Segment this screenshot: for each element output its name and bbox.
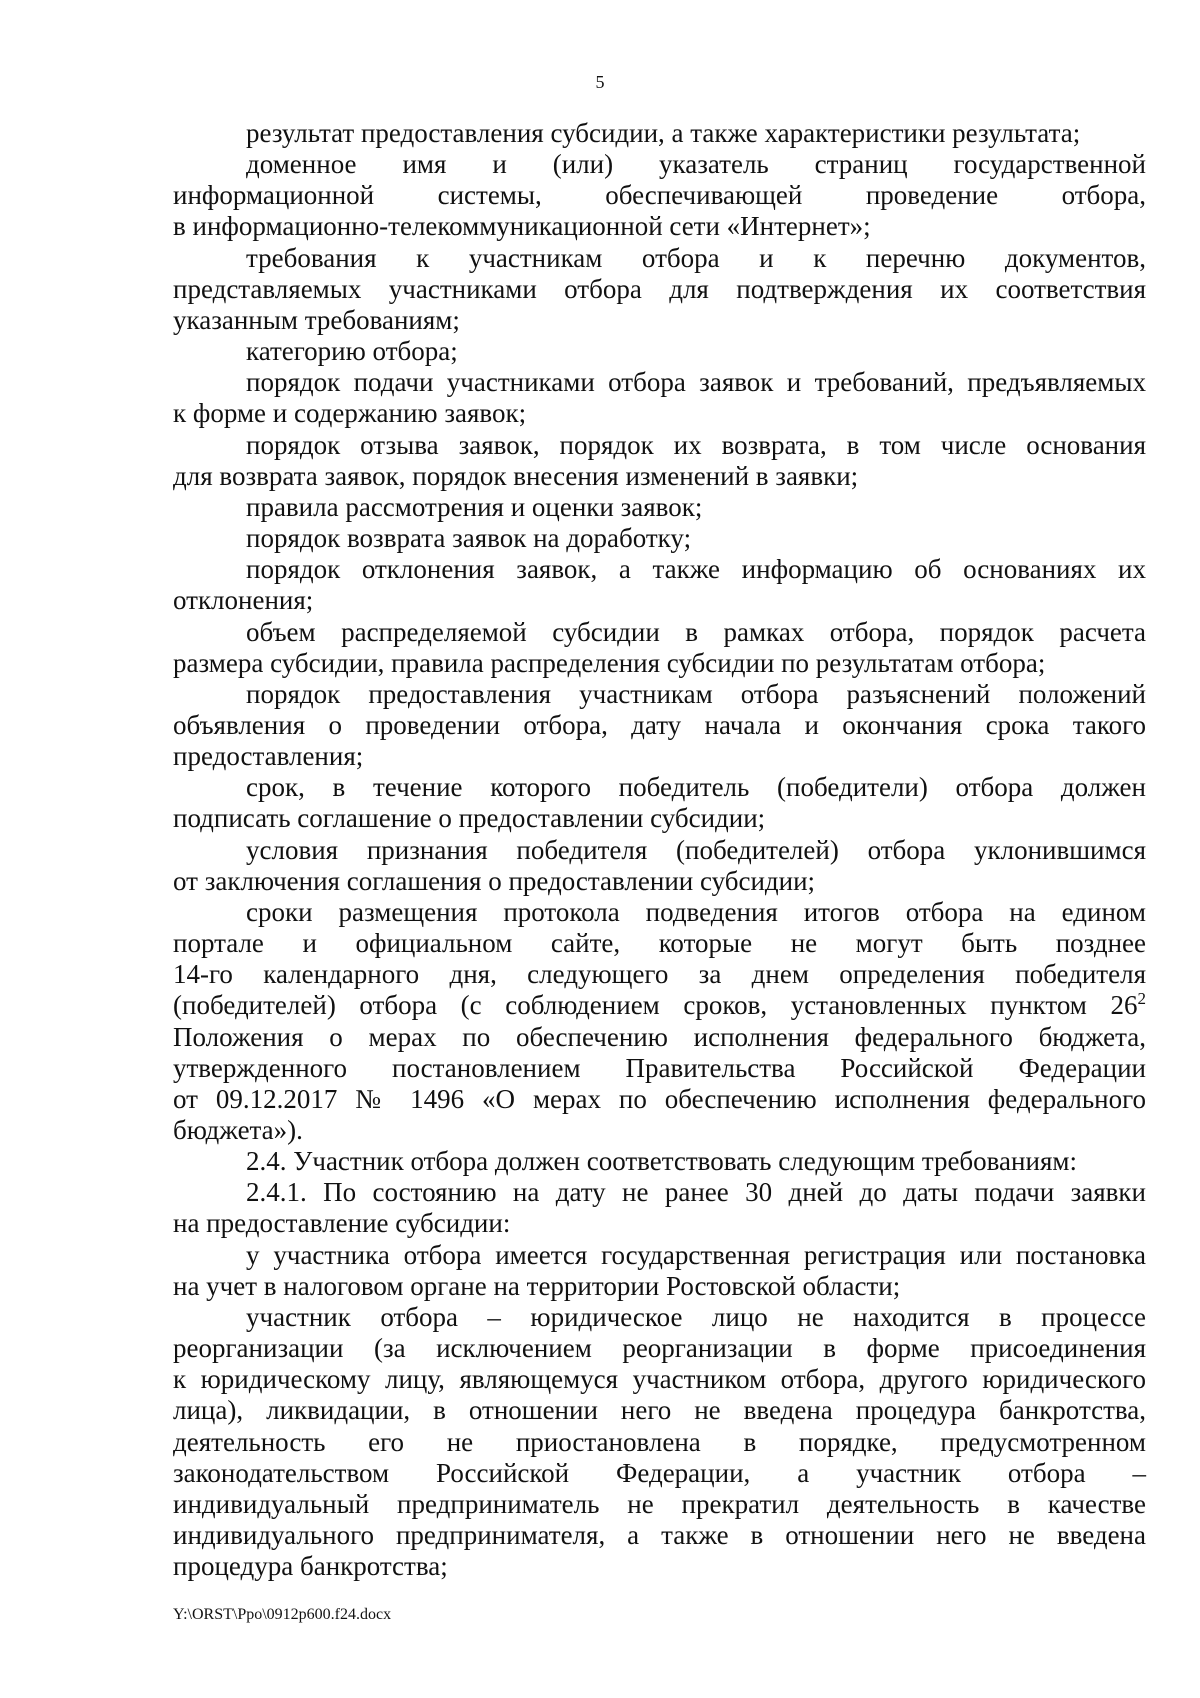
text-line-content: 2.4.1. По состоянию на дату не ранее 30 дней до даты подачи заявки	[246, 1177, 1146, 1208]
text-line	[173, 1364, 1146, 1395]
text-line	[173, 990, 1146, 1021]
paragraph	[173, 679, 1146, 772]
text-line	[173, 305, 1146, 336]
text-line	[173, 617, 1146, 648]
paragraph	[173, 118, 1146, 149]
text-line	[173, 523, 1146, 554]
text-line	[173, 461, 1146, 492]
text-line	[173, 1520, 1146, 1551]
text-line	[173, 554, 1146, 585]
text-line-content: подписать соглашение о предоставлении субсидии;	[173, 803, 766, 834]
text-line	[173, 1458, 1146, 1489]
text-line-content: к юридическому лицу, являющемуся участником отбора, другого юридического	[173, 1364, 1146, 1395]
paragraph	[173, 617, 1146, 679]
text-line-content: в информационно-телекоммуникационной сети «Интернет»;	[173, 211, 871, 242]
text-line-content: порядок подачи участниками отбора заявок и требований, предъявляемых	[246, 367, 1146, 398]
paragraph	[173, 523, 1146, 554]
text-line	[173, 897, 1146, 928]
text-line-content: отклонения;	[173, 585, 314, 616]
paragraph	[173, 897, 1146, 1146]
text-line-content: от заключения соглашения о предоставлении субсидии;	[173, 865, 816, 896]
text-line	[173, 928, 1146, 959]
text-line	[173, 1146, 1146, 1177]
text-line	[173, 149, 1146, 180]
paragraph	[173, 336, 1146, 367]
text-line-content: требования к участникам отбора и к перечню документов,	[246, 242, 1146, 273]
paragraph	[173, 149, 1146, 242]
text-line	[173, 1177, 1146, 1208]
text-line-content: указанным требованиям;	[173, 304, 460, 335]
text-line	[173, 1240, 1146, 1271]
paragraph	[173, 243, 1146, 336]
text-line	[173, 1084, 1146, 1115]
text-line	[173, 211, 1146, 242]
text-line	[173, 1489, 1146, 1520]
text-line	[173, 1022, 1146, 1053]
text-line-content: участник отбора – юридическое лицо не находится в процессе	[246, 1301, 1146, 1332]
paragraph	[173, 1302, 1146, 1582]
paragraph	[173, 772, 1146, 834]
paragraph	[173, 492, 1146, 523]
text-line	[173, 1053, 1146, 1084]
text-line	[173, 803, 1146, 834]
text-line-content: на предоставление субсидии:	[173, 1208, 511, 1239]
text-line-content: для возврата заявок, порядок внесения изменений в заявки;	[173, 460, 859, 491]
text-line-content: индивидуальный предприниматель не прекратил деятельность в качестве	[173, 1488, 1146, 1519]
text-line	[173, 1208, 1146, 1239]
text-line	[173, 1333, 1146, 1364]
text-line-content: портале и официальном сайте, которые не могут быть позднее	[173, 928, 1146, 959]
text-line-content: реорганизации (за исключением реорганизации в форме присоединения	[173, 1333, 1146, 1364]
paragraph	[173, 1146, 1146, 1177]
text-line-content: объем распределяемой субсидии в рамках отбора, порядок расчета	[246, 616, 1146, 647]
paragraph	[173, 367, 1146, 429]
text-line-content: порядок предоставления участникам отбора разъяснений положений	[246, 678, 1146, 709]
text-line-content: 2.4. Участник отбора должен соответствовать следующим требованиям:	[246, 1146, 1077, 1177]
text-line	[173, 367, 1146, 398]
text-line	[173, 492, 1146, 523]
paragraph	[173, 430, 1146, 492]
text-line	[173, 180, 1146, 211]
text-line	[173, 430, 1146, 461]
text-line	[173, 959, 1146, 990]
text-line-content: процедура банкротства;	[173, 1551, 448, 1582]
text-line	[173, 398, 1146, 429]
text-line-content: 14-го календарного дня, следующего за днем определения победителя	[173, 959, 1146, 990]
text-line	[173, 1115, 1146, 1146]
text-line-content: бюджета»).	[173, 1115, 303, 1145]
superscript: 2	[1137, 989, 1146, 1009]
text-line-content: (победителей) отбора (с соблюдением сроков, установленных пунктом 26	[173, 990, 1138, 1021]
text-line-content: правила рассмотрения и оценки заявок;	[246, 491, 703, 522]
text-line-content: порядок отклонения заявок, а также информацию об основаниях их	[246, 554, 1146, 585]
paragraph	[173, 835, 1146, 897]
text-line-content: Положения о мерах по обеспечению исполнения федерального бюджета,	[173, 1021, 1146, 1052]
text-line-content: предоставления;	[173, 741, 364, 772]
text-line	[173, 648, 1146, 679]
text-line-content: информационной системы, обеспечивающей проведение отбора,	[173, 180, 1146, 211]
text-line-content: на учет в налоговом органе на территории Ростовской области;	[173, 1270, 901, 1301]
text-line	[173, 772, 1146, 803]
text-line-content: доменное имя и (или) указатель страниц государственной	[246, 149, 1146, 180]
paragraph	[173, 1177, 1146, 1239]
text-line-content: порядок возврата заявок на доработку;	[246, 523, 692, 554]
text-line	[173, 866, 1146, 897]
text-line-content: представляемых участниками отбора для подтверждения их соответствия	[173, 273, 1146, 304]
text-line-content: порядок отзыва заявок, порядок их возврата, в том числе основания	[246, 429, 1146, 460]
text-line	[173, 336, 1146, 367]
text-line-content: лица), ликвидации, в отношении него не введена процедура банкротства,	[173, 1395, 1146, 1426]
text-line-content: размера субсидии, правила распределения субсидии по результатам отбора;	[173, 647, 1046, 678]
text-line	[173, 1271, 1146, 1302]
text-line-content: от 09.12.2017 № 1496 «О мерах по обеспечению исполнения федерального	[173, 1083, 1146, 1114]
text-line	[173, 741, 1146, 772]
text-line-content: законодательством Российской Федерации, а участник отбора –	[173, 1457, 1146, 1488]
text-line-content: индивидуального предпринимателя, а также в отношении него не введена	[173, 1520, 1146, 1551]
text-line	[173, 1302, 1146, 1333]
text-line	[173, 243, 1146, 274]
paragraph	[173, 1240, 1146, 1302]
text-line	[173, 1427, 1146, 1458]
text-line-content: у участника отбора имеется государственная регистрация или постановка	[246, 1239, 1146, 1270]
text-line	[173, 1395, 1146, 1426]
text-line	[173, 118, 1146, 149]
text-line-content: деятельность его не приостановлена в порядке, предусмотренном	[173, 1426, 1146, 1457]
text-line-content: категорию отбора;	[246, 336, 458, 367]
text-line-content: к форме и содержанию заявок;	[173, 398, 527, 429]
paragraph	[173, 554, 1146, 616]
text-line	[173, 710, 1146, 741]
text-line	[173, 585, 1146, 616]
text-line	[173, 274, 1146, 305]
document-body	[173, 118, 1146, 1582]
text-line-content: условия признания победителя (победителей) отбора уклонившимся	[246, 834, 1146, 865]
text-line	[173, 679, 1146, 710]
page-number: 5	[595, 72, 605, 92]
text-line	[173, 835, 1146, 866]
text-line-content: объявления о проведении отбора, дату начала и окончания срока такого	[173, 709, 1146, 740]
text-line-content: сроки размещения протокола подведения итогов отбора на едином	[246, 896, 1146, 927]
text-line-content: результат предоставления субсидии, а также характеристики результата;	[246, 118, 1081, 148]
text-line-content: утвержденного постановлением Правительства Российской Федерации	[173, 1052, 1146, 1083]
text-line	[173, 1551, 1146, 1582]
text-line-content: срок, в течение которого победитель (победители) отбора должен	[246, 772, 1146, 803]
file-path-footer: Y:\ORST\Ppo\0912p600.f24.docx	[173, 1606, 392, 1623]
